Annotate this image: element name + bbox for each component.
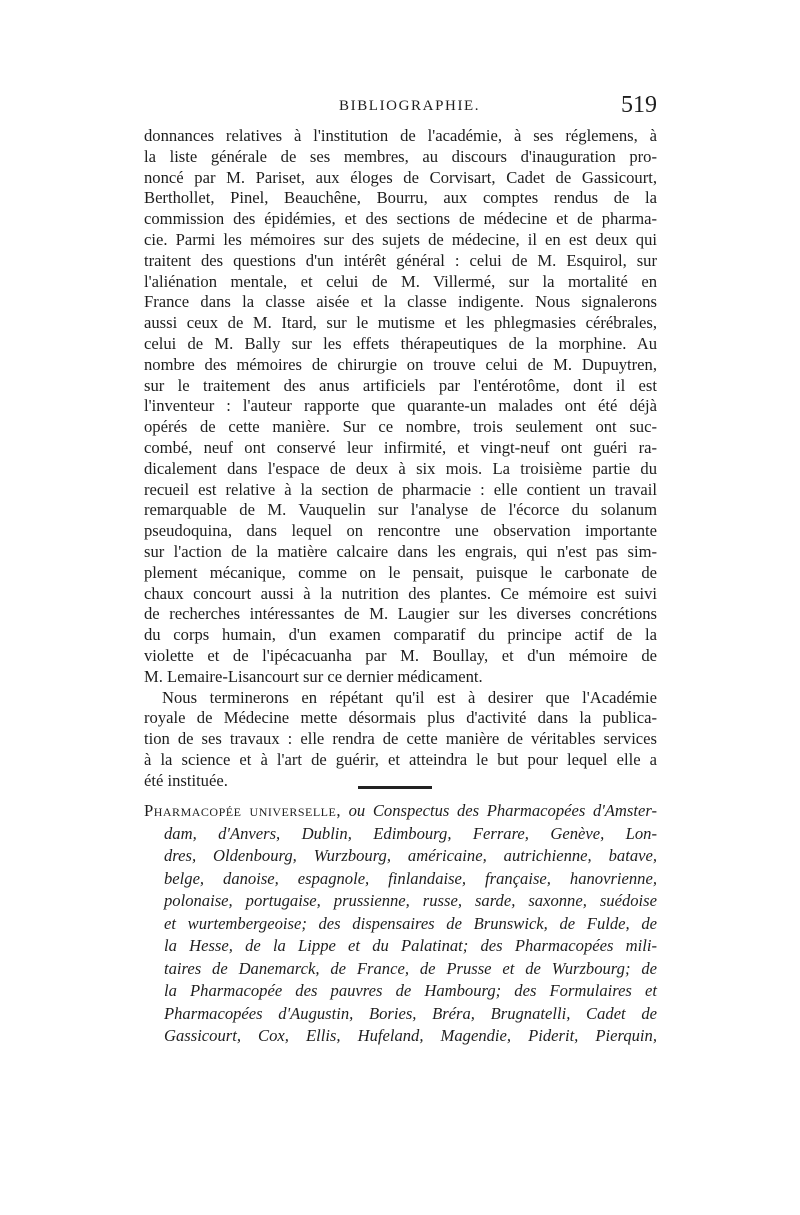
page-number: 519 [621,92,657,118]
text-line: combé, neuf ont conservé leur infirmité, et vingt-neuf ont guéri ra- [144,437,657,457]
bib-line: la Hesse, de la Lippe et du Palatinat; des Pharmacopées mili- [164,936,657,955]
bibliography-entry [144,800,657,1048]
text-line: celui de M. Bally sur les effets thérapeutiques de la morphine. Au [144,333,657,353]
bib-line: taires de Danemarck, de France, de Prusse et de Wurzbourg; de [164,958,657,978]
bib-line: la Pharmacopée des pauvres de Hambourg; des Formulaires et [164,981,657,1000]
bib-line: Gassicourt, Cox, Ellis, Hufeland, Magendie, Piderit, Pierquin, [164,1026,657,1045]
text-line: sur le traitement des anus artificiels par l'entérotôme, dont il est [144,375,657,395]
text-line: M. Lemaire-Lisancourt sur ce dernier médicament. [144,666,483,686]
text-line: de recherches intéressantes de M. Laugier sur les diverses concrétions [144,604,657,624]
text-line: Nous terminerons en répétant qu'il est à desirer que l'Académie [162,687,657,707]
bib-line: belge, danoise, espagnole, finlandaise, française, hanovrienne, [164,868,657,888]
text-line: royale de Médecine mette désormais plus d'activité dans la publica- [144,708,657,728]
text-line: tion de ses travaux : elle rendra de cette manière de véritables services [144,729,657,749]
text-line: chaux concourt aussi à la nutrition des plantes. Ce mémoire est suivi [144,583,657,603]
paragraph-2 [144,688,657,792]
text-line: France dans la classe aisée et la classe indigente. Nous signalerons [144,292,657,312]
text-line: traitent des questions d'un intérêt général : celui de M. Esquirol, sur [144,250,657,270]
text-line: nombre des mémoires de chirurgie on trouve celui de M. Dupuytren, [144,354,657,374]
text-line: l'aliénation mentale, et celui de M. Villermé, sur la mortalité en [144,271,657,291]
running-head: BIBLIOGRAPHIE. [339,98,481,114]
text-line: Berthollet, Pinel, Beauchêne, Bourru, aux comptes rendus de la [144,188,657,208]
text-line: aussi ceux de M. Itard, sur le mutisme et les phlegmasies cérébrales, [144,313,657,333]
paragraph-1 [144,126,657,688]
text-line: cie. Parmi les mémoires sur des sujets de médecine, il en est deux qui [144,229,657,249]
text-line: pseudoquina, dans lequel on rencontre une observation importante [144,521,657,541]
text-line: du corps humain, d'un examen comparatif du principe actif de la [144,625,657,645]
text-line: à la science et à l'art de guérir, et atteindra le but pour lequel elle a [144,749,657,769]
bib-text: ou Conspectus des Pharmacopées d'Amster- [341,801,657,820]
text-line: violette et de l'ipécacuanha par M. Boullay, et d'un mémoire de [144,645,657,665]
text-line: recueil est relative à la section de pharmacie : elle contient un travail [144,479,657,499]
text-line: l'inventeur : l'auteur rapporte que quarante-un malades ont été déjà [144,396,657,416]
text-line: opérés de cette manière. Sur ce nombre, trois seulement ont suc- [144,417,657,437]
bib-line: dam, d'Anvers, Dublin, Edimbourg, Ferrare, Genève, Lon- [164,823,657,843]
bib-line: et wurtembergeoise; des dispensaires de Brunswick, de Fulde, de [164,913,657,933]
page-header [144,92,657,122]
text-line: été instituée. [144,770,228,790]
text-line: la liste générale de ses membres, au discours d'inauguration pro- [144,146,657,166]
bib-line: Pharmacopées d'Augustin, Bories, Bréra, Brugnatelli, Cadet de [164,1003,657,1023]
text-line: dicalement dans l'espace de deux à six mois. La troisième partie du [144,458,657,478]
text-line: sur l'action de la matière calcaire dans les engrais, qui n'est pas sim- [144,541,657,561]
body-text [144,126,657,792]
bib-line [144,800,657,823]
bib-line: polonaise, portugaise, prussienne, russe, sarde, saxonne, suédoise [164,891,657,910]
bib-title: Pharmacopée universelle, [144,801,341,820]
text-line: remarquable de M. Vauquelin sur l'analyse de l'écorce du solanum [144,500,657,520]
bib-line: dres, Oldenbourg, Wurzbourg, américaine, autrichienne, batave, [164,846,657,865]
text-line: commission des épidémies, et des sections de médecine et de pharma- [144,209,657,229]
section-separator [358,786,432,789]
text-line: plement mécanique, comme on le pensait, puisque le carbonate de [144,562,657,582]
text-line: donnances relatives à l'institution de l'académie, à ses réglemens, à [144,126,657,145]
text-line: noncé par M. Pariset, aux éloges de Corvisart, Cadet de Gassicourt, [144,167,657,187]
